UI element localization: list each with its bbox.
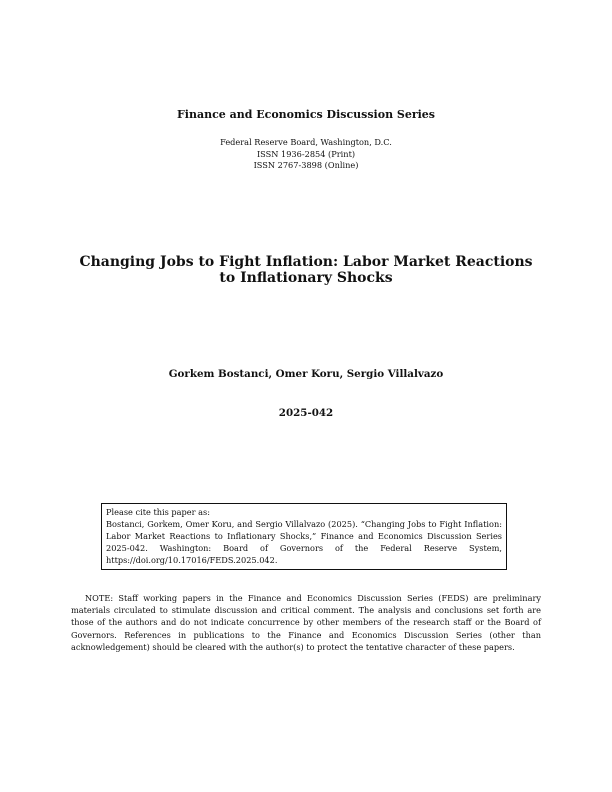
paper-title: Changing Jobs to Fight Inflation: Labor Market Reactions to Inflationary Shocks [79,254,533,286]
citation-text: Bostanci, Gorkem, Omer Koru, and Sergio Villalvazo (2025). “Changing Jobs to Fight Inflation: Labor Market Reactions to Inflationary Shocks,” Finance and Economics Discussion Series 2025-042. Washington: Board of Governors of the Federal Reserve System, https://doi.org/10.17016/FEDS.2025.042. [106,519,502,565]
disclaimer-note: NOTE: Staff working papers in the Finance and Economics Discussion Series (FEDS) are preliminary materials circulated to stimulate discussion and critical comment. The analysis and conclusions set forth are those of the authors and do not indicate concurrence by other members of the research staff or the Board of Governors. References in publications to the Finance and Economics Discussion Series (other than acknowledgement) should be cleared with the author(s) to protect the tentative character of these papers. [71,593,541,652]
author-list: Gorkem Bostanci, Omer Koru, Sergio Villalvazo [168,368,444,380]
series-title: Finance and Economics Discussion Series [176,108,436,121]
publisher-location: Federal Reserve Board, Washington, D.C. [220,137,392,147]
citation-heading: Please cite this paper as: [106,507,210,517]
issn-online: ISSN 2767-3898 (Online) [253,160,359,170]
publisher-info [0,137,612,172]
paper-number: 2025-042 [278,407,334,419]
issn-print: ISSN 1936-2854 (Print) [256,148,356,159]
citation-box [101,503,507,570]
